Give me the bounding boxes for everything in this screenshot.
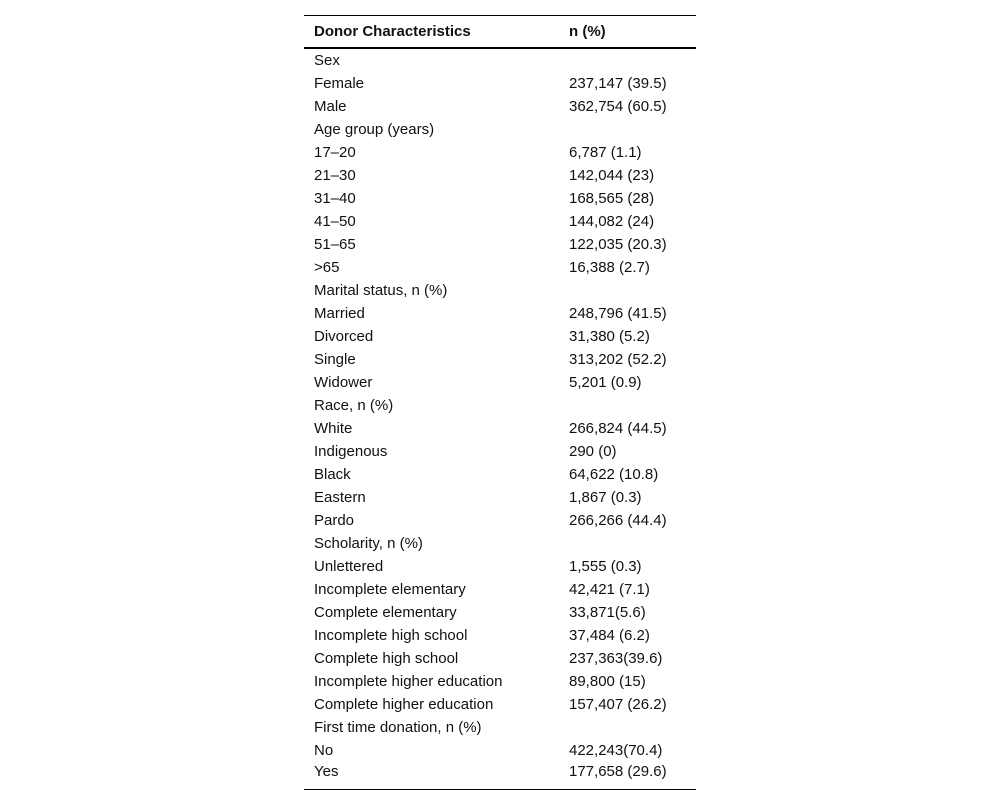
characteristic-cell: Incomplete higher education xyxy=(314,673,503,690)
count-percent-cell xyxy=(559,532,696,555)
count-percent-cell: 33,871(5.6) xyxy=(569,604,646,621)
characteristic-cell: >65 xyxy=(314,259,340,276)
count-percent-cell: 1,555 (0.3) xyxy=(569,558,642,575)
characteristic-cell: Incomplete high school xyxy=(314,627,468,644)
table-row xyxy=(304,532,696,555)
characteristic-cell: White xyxy=(314,420,353,437)
count-percent-cell: 1,867 (0.3) xyxy=(569,489,642,506)
table-row xyxy=(304,578,696,601)
characteristic-cell: Complete high school xyxy=(314,650,459,667)
characteristic-cell: Sex xyxy=(314,52,340,69)
table-row xyxy=(304,440,696,463)
table-row xyxy=(304,647,696,670)
count-percent-cell: 266,266 (44.4) xyxy=(569,512,667,529)
characteristic-cell: Single xyxy=(314,351,356,368)
characteristic-cell: Marital status, n (%) xyxy=(314,282,448,299)
characteristic-cell: Race, n (%) xyxy=(314,397,394,414)
count-percent-cell xyxy=(559,118,696,141)
count-percent-cell: 266,824 (44.5) xyxy=(569,420,667,437)
characteristic-cell: 17–20 xyxy=(314,144,356,161)
table-body xyxy=(304,48,696,790)
characteristic-cell: Complete elementary xyxy=(314,604,457,621)
table-row xyxy=(304,48,696,72)
count-percent-cell: 6,787 (1.1) xyxy=(569,144,642,161)
characteristic-cell: Age group (years) xyxy=(314,121,435,138)
characteristic-cell: Unlettered xyxy=(314,558,384,575)
table-row xyxy=(304,233,696,256)
count-percent-cell: 237,147 (39.5) xyxy=(569,75,667,92)
characteristic-cell: Male xyxy=(314,98,347,115)
count-percent-cell: 313,202 (52.2) xyxy=(569,351,667,368)
count-percent-cell: 248,796 (41.5) xyxy=(569,305,667,322)
header-n-percent: n (%) xyxy=(569,23,606,40)
characteristic-cell: Married xyxy=(314,305,365,322)
characteristic-cell: Black xyxy=(314,466,351,483)
count-percent-cell: 290 (0) xyxy=(569,443,617,460)
count-percent-cell: 42,421 (7.1) xyxy=(569,581,650,598)
table-row xyxy=(304,164,696,187)
characteristic-cell: Female xyxy=(314,75,365,92)
count-percent-cell xyxy=(559,394,696,417)
table-row xyxy=(304,95,696,118)
characteristic-cell: Yes xyxy=(314,763,339,780)
table-row xyxy=(304,739,696,762)
count-percent-cell: 237,363(39.6) xyxy=(569,650,663,667)
table-row xyxy=(304,716,696,739)
characteristic-cell: 51–65 xyxy=(314,236,356,253)
table-row xyxy=(304,210,696,233)
characteristic-cell: 41–50 xyxy=(314,213,356,230)
table-row xyxy=(304,509,696,532)
table-row xyxy=(304,187,696,210)
characteristic-cell: Widower xyxy=(314,374,373,391)
count-percent-cell: 168,565 (28) xyxy=(569,190,655,207)
count-percent-cell: 37,484 (6.2) xyxy=(569,627,650,644)
characteristic-cell: 31–40 xyxy=(314,190,356,207)
count-percent-cell: 64,622 (10.8) xyxy=(569,466,659,483)
table-header xyxy=(304,16,696,49)
donor-characteristics-table xyxy=(304,15,696,790)
header-row xyxy=(304,16,696,49)
characteristic-cell: Complete higher education xyxy=(314,696,494,713)
table-row xyxy=(304,670,696,693)
table-row xyxy=(304,693,696,716)
table-row xyxy=(304,348,696,371)
count-percent-cell: 144,082 (24) xyxy=(569,213,655,230)
table-row xyxy=(304,463,696,486)
table-row xyxy=(304,417,696,440)
table-row xyxy=(304,555,696,578)
table-row xyxy=(304,118,696,141)
table-row xyxy=(304,624,696,647)
table-row xyxy=(304,601,696,624)
count-percent-cell xyxy=(559,48,696,72)
characteristic-cell: Divorced xyxy=(314,328,374,345)
count-percent-cell: 122,035 (20.3) xyxy=(569,236,667,253)
characteristic-cell: No xyxy=(314,742,334,759)
count-percent-cell: 177,658 (29.6) xyxy=(569,763,667,780)
count-percent-cell: 157,407 (26.2) xyxy=(569,696,667,713)
characteristic-cell: Eastern xyxy=(314,489,366,506)
count-percent-cell: 362,754 (60.5) xyxy=(569,98,667,115)
characteristic-cell: Incomplete elementary xyxy=(314,581,466,598)
table-row xyxy=(304,141,696,164)
count-percent-cell: 422,243(70.4) xyxy=(569,742,663,759)
count-percent-cell xyxy=(559,716,696,739)
count-percent-cell xyxy=(559,279,696,302)
count-percent-cell: 31,380 (5.2) xyxy=(569,328,650,345)
header-donor-characteristics: Donor Characteristics xyxy=(314,23,471,40)
table-row xyxy=(304,256,696,279)
count-percent-cell: 16,388 (2.7) xyxy=(569,259,650,276)
characteristic-cell: 21–30 xyxy=(314,167,356,184)
characteristic-cell: First time donation, n (%) xyxy=(314,719,482,736)
table-row xyxy=(304,72,696,95)
table-row xyxy=(304,486,696,509)
characteristic-cell: Pardo xyxy=(314,512,355,529)
table-row xyxy=(304,302,696,325)
count-percent-cell: 89,800 (15) xyxy=(569,673,646,690)
table-row xyxy=(304,279,696,302)
table-row xyxy=(304,762,696,790)
characteristic-cell: Scholarity, n (%) xyxy=(314,535,423,552)
characteristic-cell: Indigenous xyxy=(314,443,388,460)
table-row xyxy=(304,371,696,394)
count-percent-cell: 142,044 (23) xyxy=(569,167,655,184)
count-percent-cell: 5,201 (0.9) xyxy=(569,374,642,391)
table-row xyxy=(304,394,696,417)
table-row xyxy=(304,325,696,348)
donor-characteristics-table-container xyxy=(304,15,696,790)
